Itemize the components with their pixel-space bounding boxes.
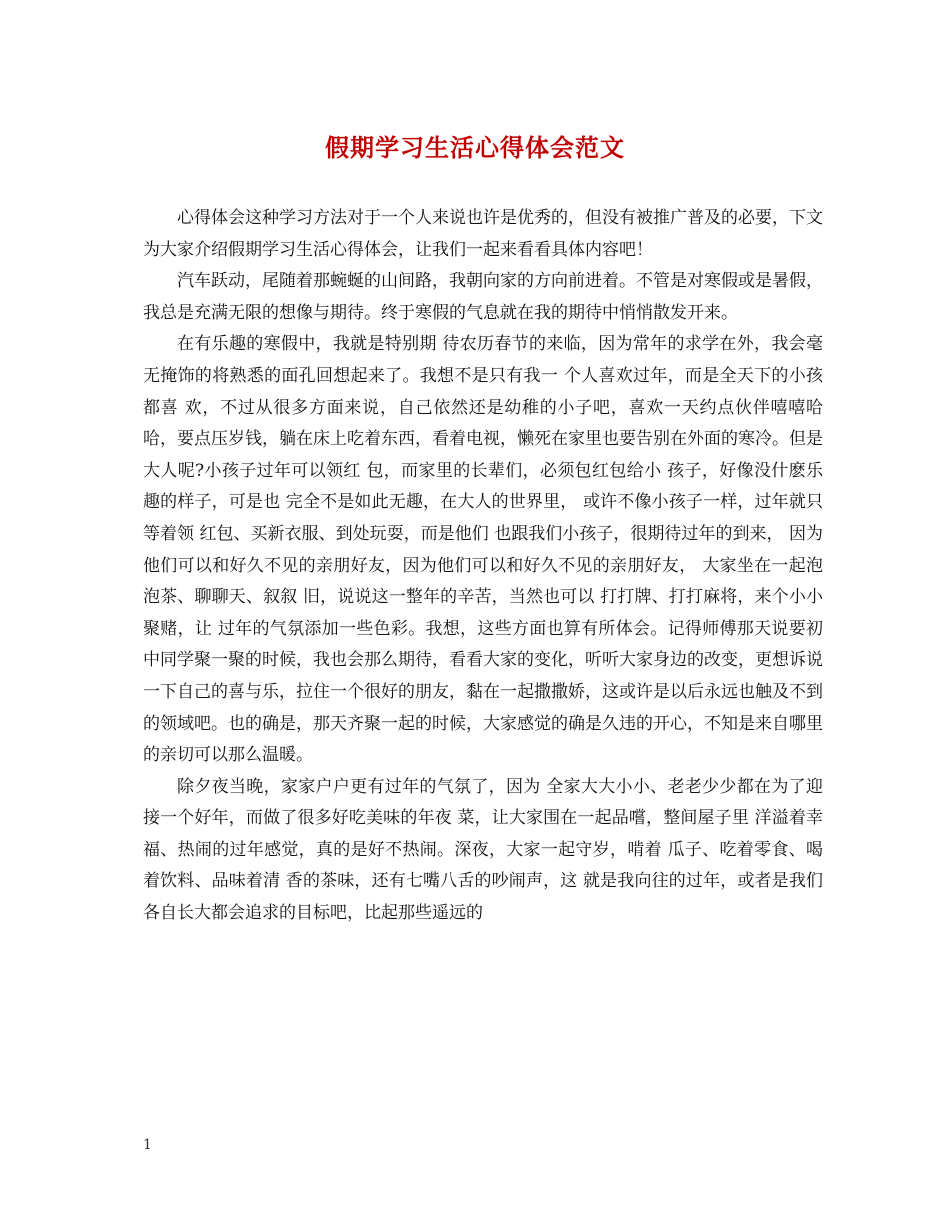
paragraph-winter-break: 在有乐趣的寒假中，我就是特别期 待农历春节的来临，因为常年的求学在外，我会毫无掩饰的将熟悉的面孔回想起来了。我想不是只有我一 个人喜欢过年，而是全天下的小孩都喜 欢，不过从很多方面来说，自己依然还是幼稚的小子吧，喜欢一天约点伙伴嘻嘻哈哈，要点压岁钱，躺在床上吃着东西，看着电视，懒死在家里也要告别在外面的寒冷。但是大人呢?小孩子过年可以领红 包，而家里的长辈们，必须包红包给小 孩子，好像没什麽乐趣的样子，可是也 完全不是如此无趣，在大人的世界里， 或许不像小孩子一样，过年就只等着领 红包、买新衣服、到处玩耍，而是他们 也跟我们小孩子，很期待过年的到来， 因为他们可以和好久不见的亲朋好友，因为他们可以和好久不见的亲朋好友， 大家坐在一起泡泡茶、聊聊天、叙叙 旧，说说这一整年的辛苦，当然也可以 打打牌、打打麻将，来个小小聚赌，让 过年的气氛添加一些色彩。我想，这些方面也算有所体会。记得师傅那天说要初中同学聚一聚的时候，我也会那么期待，看看大家的变化，听听大家身边的改变，更想诉说一下自己的喜与乐，拉住一个很好的朋友，黏在一起撒撒娇，这或许是以后永远也触及不到的领域吧。也的确是，那天齐聚一起的时候，大家感觉的确是久违的开心，不知是来自哪里的亲切可以那么温暖。 — [143, 334, 823, 766]
paragraph-journey: 汽车跃动，尾随着那蜿蜒的山间路，我朝向家的方向前进着。不管是对寒假或是暑假， 我总是充满无限的想像与期待。终于寒假的气息就在我的期待中悄悄散发开来。 — [143, 271, 823, 323]
document-title: 假期学习生活心得体会范文 — [325, 133, 625, 162]
paragraph-intro: 心得体会这种学习方法对于一个人来说也许是优秀的，但没有被推广普及的必要，下文为大家介绍假期学习生活心得体会，让我们一起来看看具体内容吧！ — [143, 208, 823, 260]
page-number: 1 — [143, 1137, 152, 1153]
paragraph-new-years-eve: 除夕夜当晚，家家户户更有过年的气氛了，因为 全家大大小小、老老少少都在为了迎接一个好年，而做了很多好吃美味的年夜 菜，让大家围在一起品嚐，整间屋子里 洋溢着幸福、热闹的过年感觉，真的是好不热闹。深夜，大家一起守岁，啃着 瓜子、吃着零食、喝着饮料、品味着清 香的茶味，还有七嘴八舌的吵闹声，这 就是我向往的过年，或者是我们各自长大都会追求的目标吧，比起那些遥远的 — [143, 776, 823, 924]
document-body — [143, 203, 823, 930]
